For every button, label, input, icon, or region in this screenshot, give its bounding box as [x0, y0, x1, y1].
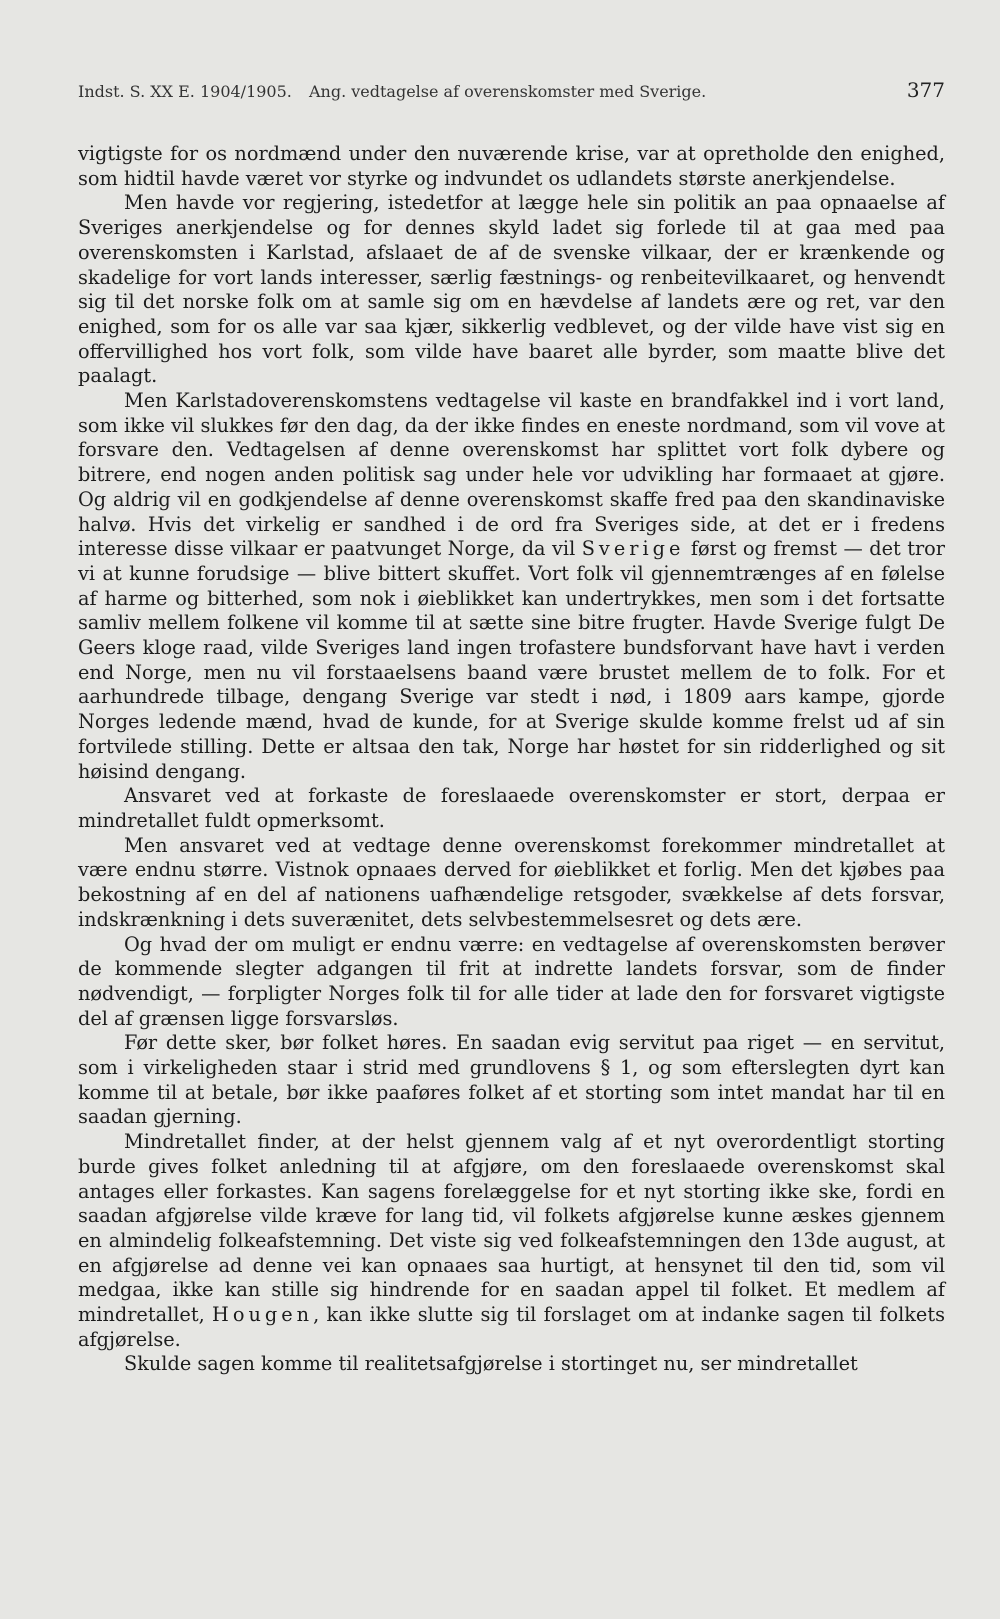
- paragraph-9: [78, 1352, 945, 1377]
- paragraph-8: [78, 1130, 945, 1352]
- paragraph-text: Før dette sker, bør folket høres. En saadan evig servitut paa riget — en servitut, som i virkeligheden staar i strid med grundlovens § 1, og som efterslegten dyrt kan komme til at betale, bør ikke paaføres folket af et storting som intet mandat har til en saadan gjerning.: [78, 1031, 945, 1129]
- paragraph-text: Skulde sagen komme til realitetsafgjørelse i stortinget nu, ser mindretallet: [124, 1352, 858, 1376]
- paragraph-text: Mindretallet finder, at der helst gjennem valg af et nyt overordentligt storting burde gives folket anledning til at afgjøre, om den foreslaaede overenskomst skal antages eller forkastes. Kan sagens forelæggelse for et nyt storting ikke ske, fordi en saadan afgjørelse vilde kræve for lang tid, vil folkets afgjørelse kunne æskes gjennem en almindelig folkeafstemning. Det viste sig ved folkeafstemningen den 13de august, at en afgjørelse ad denne vei kan opnaaes saa hurtigt, at hensynet til den tid, som vil medgaa, ikke kan stille sig hindrende for en saadan appel til folket. Et medlem af mindretallet,: [78, 1130, 945, 1327]
- paragraph-6: [78, 933, 945, 1032]
- paragraph-text: Men havde vor regjering, istedetfor at lægge hele sin politik an paa opnaaelse af Sveriges anerkjendelse og for dennes skyld ladet sig forlede til at gaa med paa overenskomsten i Karlstad, afslaaet de af de svenske vilkaar, der er krænkende og skadelige for vort lands interesser, særlig fæstnings- og renbeitevilkaaret, og henvendt sig til det norske folk om at samle sig om en hævdelse af landets ære og ret, var den enighed, som for os alle var saa kjær, sikkerlig vedblevet, og der vilde have vist sig en offervillighed hos vort folk, som vilde have baaret alle byrder, som maatte blive det paalagt.: [78, 191, 945, 388]
- paragraph-4: [78, 784, 945, 833]
- paragraph-2: [78, 191, 945, 389]
- spaced-word: Hougen: [212, 1303, 314, 1327]
- paragraph-7: [78, 1031, 945, 1130]
- header-section: Ang. vedtagelse af overenskomster med Sverige.: [308, 82, 707, 101]
- header-left: [78, 82, 718, 101]
- paragraph-text: Men ansvaret ved at vedtage denne overenskomst forekommer mindretallet at være endnu større. Vistnok opnaaes derved for øieblikket et forlig. Men det kjøbes paa bekostning af en del af nationens uafhændelige retsgoder, svækkelse af dets forsvar, indskrænkning i dets suverænitet, dets selvbestemmelsesret og dets ære.: [78, 833, 945, 931]
- paragraph-text: Ansvaret ved at forkaste de foreslaaede overenskomster er stort, derpaa er mindretallet fuldt opmerksomt.: [78, 784, 945, 832]
- page-number: 377: [906, 78, 945, 102]
- paragraph-text: vigtigste for os nordmænd under den nuværende krise, var at opretholde den enighed, som hidtil havde været vor styrke og indvundet os udlandets største anerkjendelse.: [78, 142, 945, 190]
- body-text: [78, 142, 945, 1377]
- running-header: [78, 78, 945, 102]
- paragraph-1: [78, 142, 945, 191]
- paragraph-text-after: , kan ikke slutte sig til forslaget om at indanke sagen til folkets afgjørelse.: [78, 1303, 945, 1351]
- paragraph-text: Og hvad der om muligt er endnu værre: en vedtagelse af overenskomsten berøver de kommende slegter adgangen til frit at indrette landets forsvar, som de finder nødvendigt, — forpligter Norges folk til for alle tider at lade den for forsvaret vigtigste del af grænsen ligge forsvarsløs.: [78, 932, 945, 1030]
- paragraph-text: Men Karlstadoverenskomstens vedtagelse vil kaste en brandfakkel ind i vort land, som ikke vil slukkes før den dag, da der ikke findes en eneste nordmand, som vil vove at forsvare den. Vedtagelsen af denne overenskomst har splittet vort folk dybere og bitrere, end nogen anden politisk sag under hele vor udvikling har formaaet at gjøre. Og aldrig vil en godkjendelse af denne overenskomst skaffe fred paa den skandinaviske halvø. Hvis det virkelig er sandhed i de ord fra Sveriges side, at det er i fredens interesse disse vilkaar er paatvunget Norge, da vil: [78, 389, 945, 561]
- spaced-word: Sverige: [581, 537, 685, 561]
- header-ref: Indst. S. XX E. 1904/1905.: [78, 82, 292, 101]
- paragraph-text-after: først og fremst — det tror vi at kunne forudsige — blive bittert skuffet. Vort folk vil gjennemtrænges af en følelse af harme og bitterhed, som nok i øieblikket kan undertrykkes, men som i det fortsatte samliv mellem folkene vil komme til at sætte sine bitre frugter. Havde Sverige fulgt De Geers kloge raad, vilde Sveriges land ingen trofastere bundsforvant have havt i verden end Norge, men nu vil forstaaelsens baand være brustet mellem de to folk. For et aarhundrede tilbage, dengang Sverige var stedt i nød, i 1809 aars kampe, gjorde Norges ledende mænd, hvad de kunde, for at Sverige skulde komme frelst ud af sin fortvilede stilling. Dette er altsaa den tak, Norge har høstet for sin ridderlighed og sit høisind dengang.: [78, 537, 945, 783]
- paragraph-5: [78, 834, 945, 933]
- paragraph-3: [78, 389, 945, 784]
